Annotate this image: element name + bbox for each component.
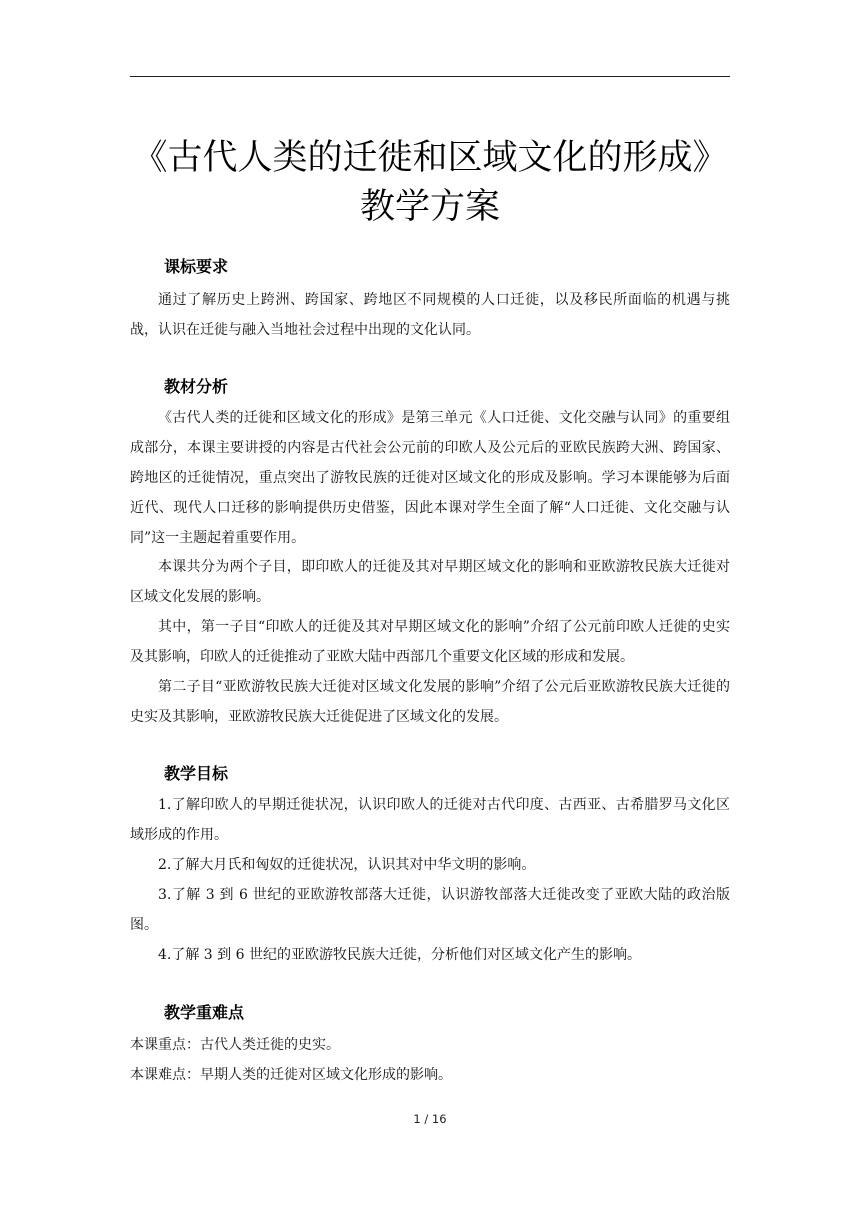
list-item: 4.了解 3 到 6 世纪的亚欧游牧民族大迁徙，分析他们对区域文化产生的影响。 (158, 947, 641, 963)
section-heading-textbook-analysis: 教材分析 (164, 377, 229, 396)
paragraph: 本课重点：古代人类迁徙的史实。 (130, 1037, 340, 1053)
list-item: 1.了解印欧人的早期迁徙状况，认识印欧人的迁徙对古代印度、古西亚、古希腊罗马文化区域形成的作用。 (130, 797, 730, 843)
paragraph: 通过了解历史上跨洲、跨国家、跨地区不同规模的人口迁徙，以及移民所面临的机遇与挑战，认识在迁徙与融入当地社会过程中出现的文化认同。 (130, 292, 730, 338)
section-heading-curriculum: 课标要求 (164, 257, 229, 276)
paragraph: 其中，第一子目“印欧人的迁徙及其对早期区域文化的影响”介绍了公元前印欧人迁徙的史实及其影响，印欧人的迁徙推动了亚欧大陆中西部几个重要文化区域的形成和发展。 (130, 619, 730, 665)
list-item: 3.了解 3 到 6 世纪的亚欧游牧部落大迁徙，认识游牧部落大迁徙改变了亚欧大陆的政治版图。 (130, 887, 730, 933)
paragraph: 《古代人类的迁徙和区域文化的形成》是第三单元《人口迁徙、文化交融与认同》的重要组成部分，本课主要讲授的内容是古代社会公元前的印欧人及公元后的亚欧民族跨大洲、跨国家、跨地区的迁徙情况，重点突出了游牧民族的迁徙对区域文化的形成及影响。学习本课能够为后面近代、现代人口迁移的影响提供历史借鉴，因此本课对学生全面了解“人口迁徙、文化交融与认同”这一主题起着重要作用。 (130, 410, 730, 546)
list-item: 2.了解大月氏和匈奴的迁徙状况，认识其对中华文明的影响。 (158, 857, 536, 873)
page-number: 1 / 16 (413, 1112, 447, 1126)
section-heading-teaching-goals: 教学目标 (164, 764, 229, 783)
section-heading-key-difficulties: 教学重难点 (164, 1003, 245, 1022)
document-title: 《古代人类的迁徙和区域文化的形成》 (132, 138, 728, 178)
header-rule (130, 76, 730, 77)
document-subtitle: 教学方案 (359, 187, 500, 227)
paragraph: 第二子目“亚欧游牧民族大迁徙对区域文化发展的影响”介绍了公元后亚欧游牧民族大迁徙的史实及其影响，亚欧游牧民族大迁徙促进了区域文化的发展。 (130, 679, 730, 725)
paragraph: 本课难点：早期人类的迁徙对区域文化形成的影响。 (130, 1067, 452, 1083)
paragraph: 本课共分为两个子目，即印欧人的迁徙及其对早期区域文化的影响和亚欧游牧民族大迁徙对区域文化发展的影响。 (130, 559, 730, 605)
